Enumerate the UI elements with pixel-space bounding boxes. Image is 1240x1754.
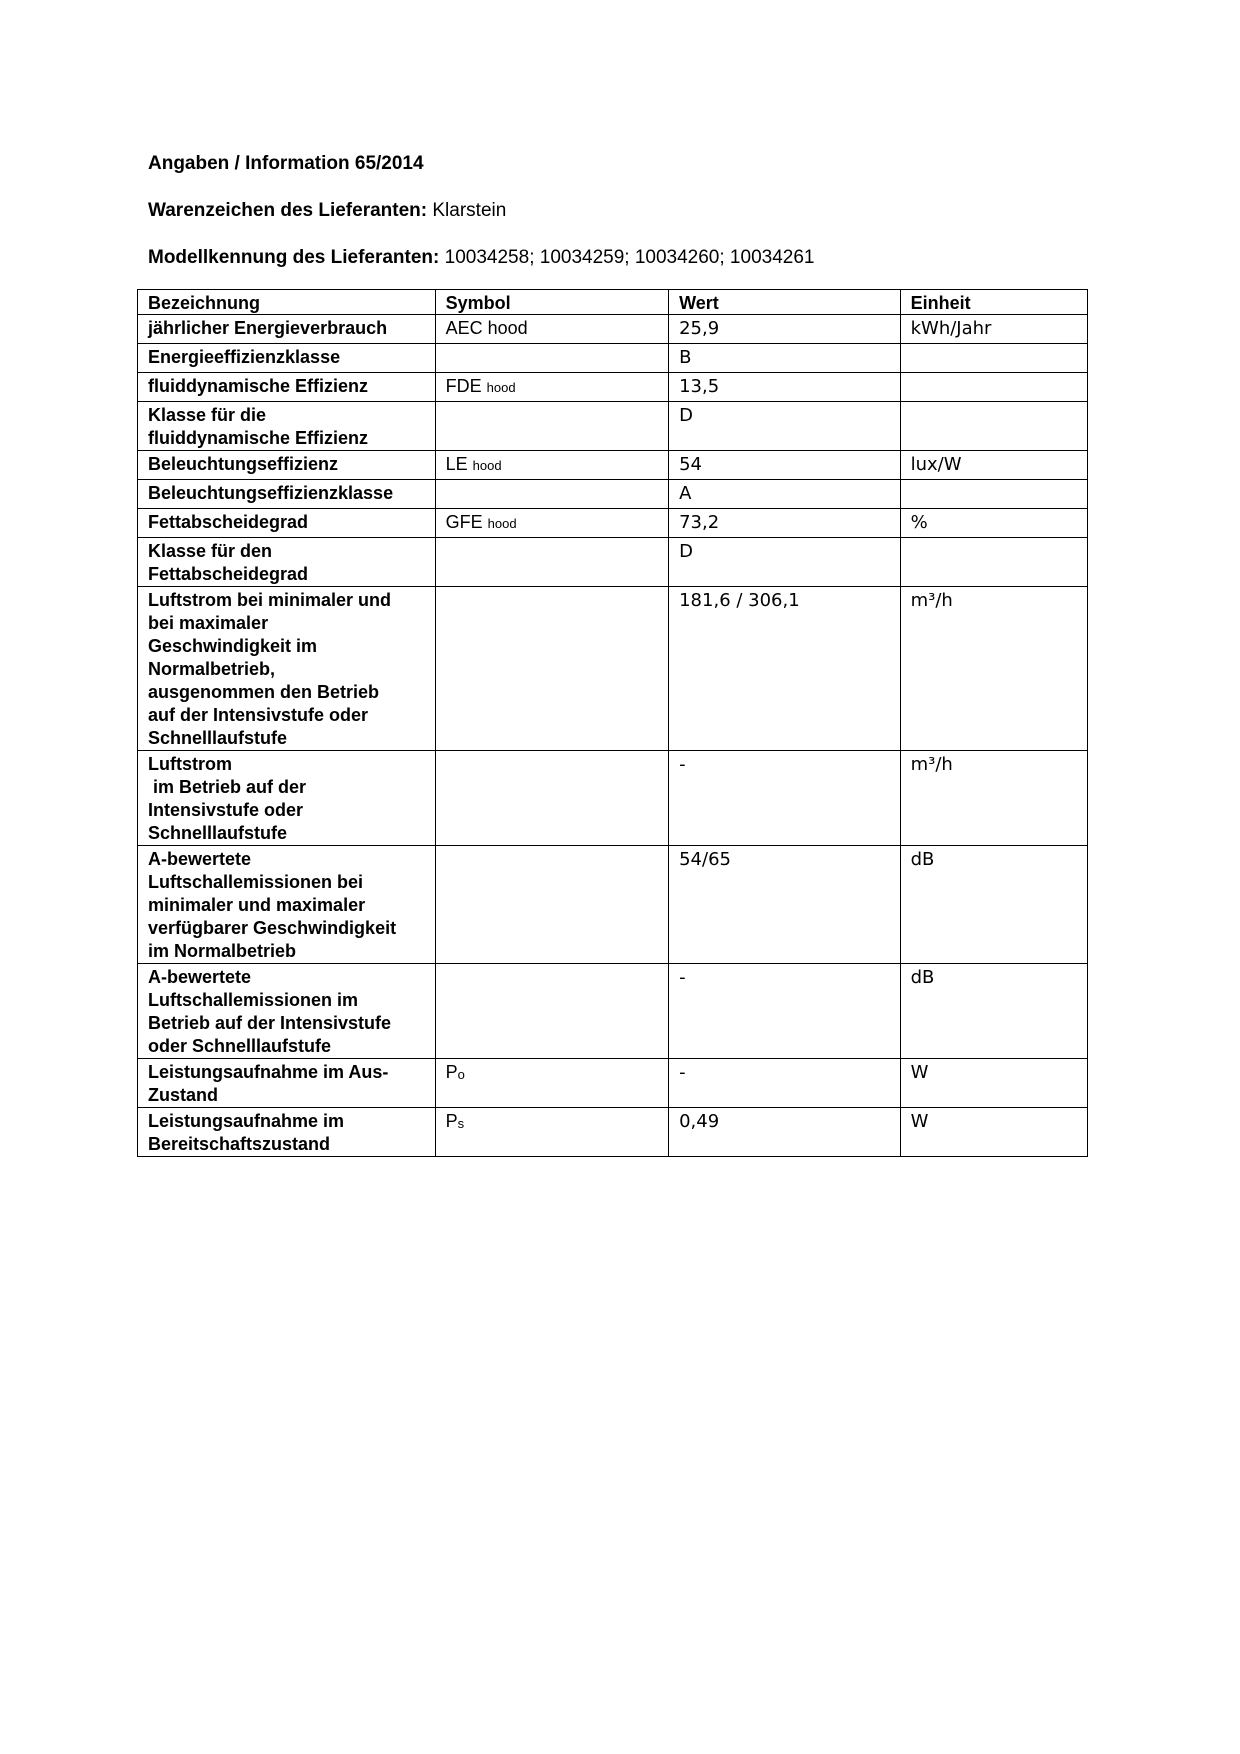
column-header-symbol: Symbol — [435, 290, 668, 315]
row-unit: kWh/Jahr — [900, 315, 1087, 344]
row-name: Luftstrom bei minimaler und bei maximaler Geschwindigkeit im Normalbetrieb, ausgenommen den Betrieb auf der Intensivstufe oder Schnelllaufstufe — [138, 587, 436, 751]
row-name: fluiddynamische Effizienz — [138, 373, 436, 402]
table-body — [138, 315, 1088, 1157]
row-unit: W — [900, 1108, 1087, 1157]
row-value: 54 — [669, 451, 900, 480]
symbol-subscript: hood — [486, 380, 516, 395]
row-value: 13,5 — [669, 373, 900, 402]
row-unit: % — [900, 509, 1087, 538]
row-symbol — [435, 846, 668, 964]
symbol-subscript: hood — [487, 516, 517, 531]
symbol-main: LE — [445, 454, 468, 474]
table-row — [138, 587, 1088, 751]
spec-table — [137, 289, 1088, 1157]
row-value: D — [669, 402, 900, 451]
brand-line — [148, 199, 506, 223]
row-value: 25,9 — [669, 315, 900, 344]
row-symbol — [435, 315, 668, 344]
table-row — [138, 846, 1088, 964]
row-value: A — [669, 480, 900, 509]
brand-value: Klarstein — [432, 200, 507, 221]
row-unit: lux/W — [900, 451, 1087, 480]
row-symbol — [435, 751, 668, 846]
row-name: Klasse für den Fettabscheidegrad — [138, 538, 436, 587]
table-row — [138, 1108, 1088, 1157]
row-symbol — [435, 1059, 668, 1108]
row-name: A-bewertete Luftschallemissionen bei minimaler und maximaler verfügbarer Geschwindigkeit im Normalbetrieb — [138, 846, 436, 964]
row-unit — [900, 402, 1087, 451]
model-line — [148, 246, 814, 270]
table-row — [138, 480, 1088, 509]
table-row — [138, 964, 1088, 1059]
row-unit — [900, 538, 1087, 587]
row-value: D — [669, 538, 900, 587]
table-row — [138, 373, 1088, 402]
row-symbol — [435, 344, 668, 373]
row-name: Beleuchtungseffizienz — [138, 451, 436, 480]
row-unit — [900, 373, 1087, 402]
row-symbol — [435, 451, 668, 480]
row-unit: W — [900, 1059, 1087, 1108]
model-value: 10034258; 10034259; 10034260; 10034261 — [444, 247, 815, 268]
row-name: jährlicher Energieverbrauch — [138, 315, 436, 344]
brand-label: Warenzeichen des Lieferanten: — [148, 200, 428, 221]
row-unit — [900, 344, 1087, 373]
row-name: Leistungsaufnahme im Bereitschaftszustand — [138, 1108, 436, 1157]
table-row — [138, 344, 1088, 373]
row-symbol — [435, 1108, 668, 1157]
column-header-value: Wert — [669, 290, 900, 315]
row-symbol — [435, 402, 668, 451]
table-row — [138, 538, 1088, 587]
model-label: Modellkennung des Lieferanten: — [148, 247, 440, 268]
row-symbol — [435, 509, 668, 538]
symbol-main: P — [445, 1111, 458, 1131]
symbol-subscript: s — [457, 1116, 465, 1131]
table-row — [138, 751, 1088, 846]
row-symbol — [435, 964, 668, 1059]
row-value: B — [669, 344, 900, 373]
row-name: A-bewertete Luftschallemissionen im Betrieb auf der Intensivstufe oder Schnelllaufstufe — [138, 964, 436, 1059]
row-value: 73,2 — [669, 509, 900, 538]
row-name: Beleuchtungseffizienzklasse — [138, 480, 436, 509]
row-name: Energieeffizienzklasse — [138, 344, 436, 373]
document-title — [148, 152, 424, 176]
row-value: - — [669, 964, 900, 1059]
table-header-row — [138, 290, 1088, 315]
table-row — [138, 402, 1088, 451]
symbol-subscript: o — [457, 1067, 465, 1082]
title-text: Angaben / Information 65/2014 — [148, 153, 424, 174]
column-header-name: Bezeichnung — [138, 290, 436, 315]
table-row — [138, 315, 1088, 344]
row-value: 181,6 / 306,1 — [669, 587, 900, 751]
row-name: Fettabscheidegrad — [138, 509, 436, 538]
row-value: - — [669, 1059, 900, 1108]
column-header-unit: Einheit — [900, 290, 1087, 315]
row-symbol — [435, 480, 668, 509]
symbol-subscript: hood — [472, 458, 502, 473]
row-unit — [900, 480, 1087, 509]
row-name: Klasse für die fluiddynamische Effizienz — [138, 402, 436, 451]
symbol-main: P — [445, 1062, 458, 1082]
row-value: - — [669, 751, 900, 846]
symbol-main: GFE — [445, 512, 483, 532]
row-symbol — [435, 587, 668, 751]
symbol-main: FDE — [445, 376, 482, 396]
row-name: Leistungsaufnahme im Aus- Zustand — [138, 1059, 436, 1108]
row-symbol — [435, 373, 668, 402]
table-row — [138, 509, 1088, 538]
row-unit: dB — [900, 964, 1087, 1059]
row-unit: m³/h — [900, 751, 1087, 846]
table-row — [138, 1059, 1088, 1108]
row-unit: dB — [900, 846, 1087, 964]
row-value: 0,49 — [669, 1108, 900, 1157]
symbol-main: AEC hood — [445, 318, 528, 338]
row-symbol — [435, 538, 668, 587]
table-row — [138, 451, 1088, 480]
row-name: Luftstrom im Betrieb auf der Intensivstufe oder Schnelllaufstufe — [138, 751, 436, 846]
row-value: 54/65 — [669, 846, 900, 964]
row-unit: m³/h — [900, 587, 1087, 751]
